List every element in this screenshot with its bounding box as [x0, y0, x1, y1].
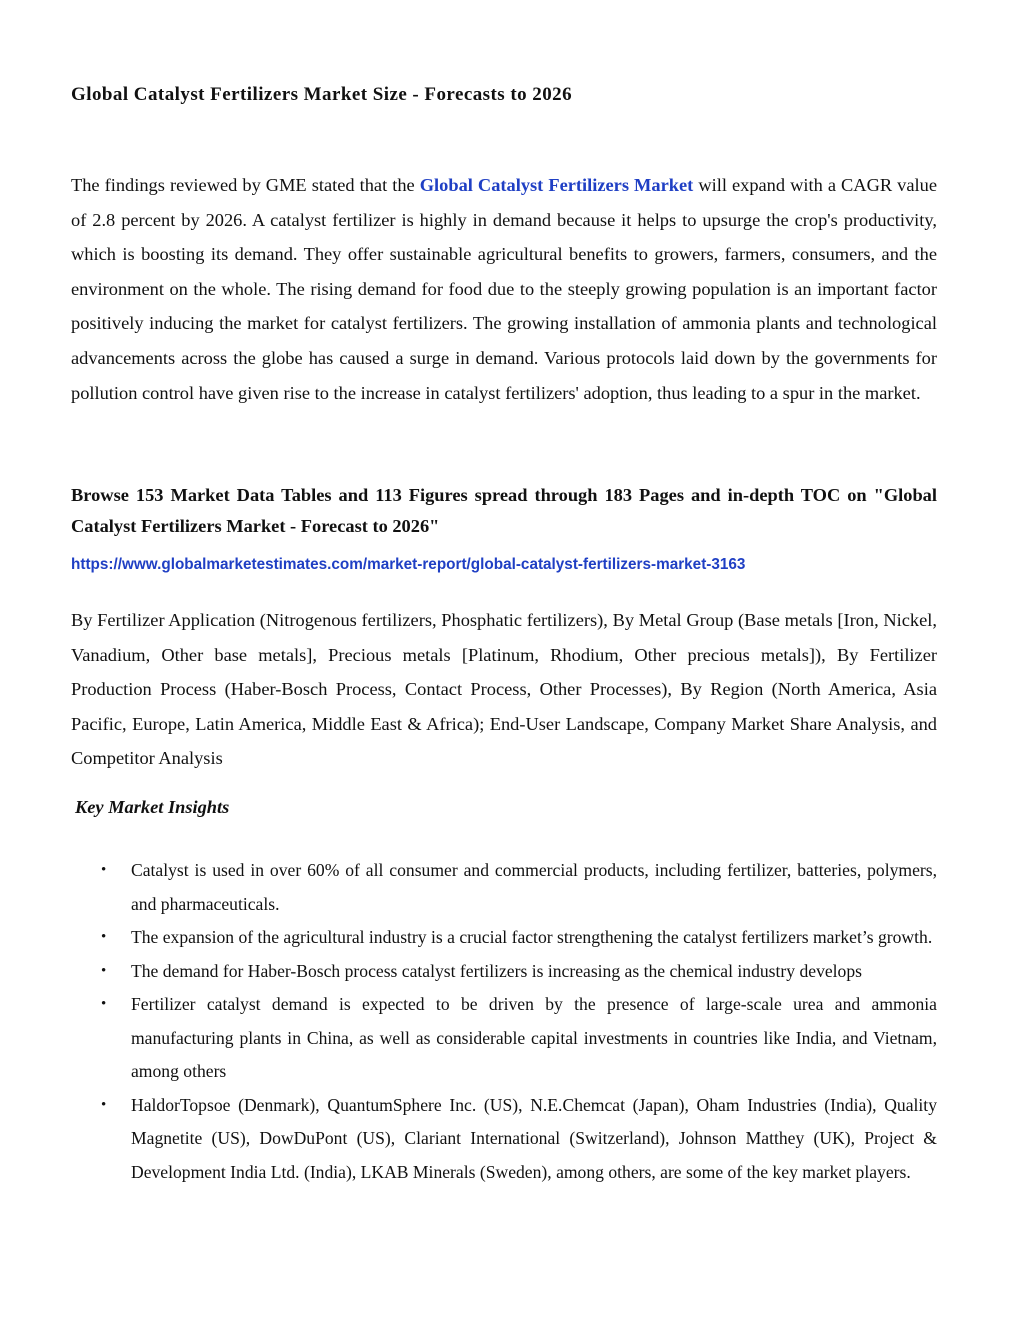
insight-text: Catalyst is used in over 60% of all consumer and commercial products, including fertilizer, batteries, polymers, and pharmaceuticals. — [131, 860, 937, 914]
bullet-icon: • — [101, 1096, 107, 1113]
insight-text: The expansion of the agricultural industry is a crucial factor strengthening the catalyst fertilizers market’s growth. — [131, 927, 933, 947]
browse-summary: Browse 153 Market Data Tables and 113 Figures spread through 183 Pages and in-depth TOC on "Global Catalyst Fertilizers Market - Forecast to 2026" — [71, 485, 937, 536]
list-item — [71, 955, 937, 989]
insight-text: HaldorTopsoe (Denmark), QuantumSphere Inc. (US), N.E.Chemcat (Japan), Oham Industries (India), Quality Magnetite (US), DowDuPont (US), Clariant International (Switzerland), Johnson Matthey (UK), Project & Development India Ltd. (India), LKAB Minerals (Sweden), among others, are some of the key market players. — [131, 1094, 937, 1182]
report-scope-paragraph: By Fertilizer Application (Nitrogenous fertilizers, Phosphatic fertilizers), By Metal Group (Base metals [Iron, Nickel, Vanadium, Other base metals], Precious metals [Platinum, Rhodium, Other precious metals]), By Fertilizer Production Process (Haber-Bosch Process, Contact Process, Other Processes), By Region (North America, Asia Pacific, Europe, Latin America, Middle East & Africa); End-User Landscape, Company Market Share Analysis, and Competitor Analysis — [71, 610, 937, 769]
key-market-insights-heading: Key Market Insights — [75, 797, 230, 817]
bullet-icon: • — [101, 929, 107, 945]
bullet-icon: • — [101, 996, 107, 1012]
intro-text-before-link: The findings reviewed by GME stated that the — [71, 175, 420, 195]
market-name-link[interactable]: Global Catalyst Fertilizers Market — [419, 175, 694, 195]
bullet-icon: • — [101, 862, 107, 878]
report-url-link[interactable]: https://www.globalmarketestimates.com/market-report/global-catalyst-fertilizers-market-3163 — [71, 556, 746, 573]
bullet-icon: • — [101, 962, 107, 979]
intro-paragraph — [71, 168, 937, 410]
insight-text: Fertilizer catalyst demand is expected to be driven by the presence of large-scale urea and ammonia manufacturing plants in China, as well as considerable capital investments in countries like India, and Vietnam, among others — [131, 994, 937, 1081]
list-item — [71, 921, 937, 955]
list-item — [71, 988, 937, 1089]
document-title: Global Catalyst Fertilizers Market Size - Forecasts to 2026 — [71, 84, 573, 105]
insight-text: The demand for Haber-Bosch process catalyst fertilizers is increasing as the chemical industry develops — [131, 960, 862, 981]
list-item — [71, 1089, 937, 1190]
insights-list — [71, 854, 937, 1189]
intro-text-after-link: will expand with a CAGR value of 2.8 percent by 2026. A catalyst fertilizer is highly in demand because it helps to upsurge the crop's productivity, which is boosting its demand. They offer sustainable agricultural benefits to growers, farmers, consumers, and the environment on the whole. The rising demand for food due to the steeply growing population is an important factor positively inducing the market for catalyst fertilizers. The growing installation of ammonia plants and technological advancements across the globe has caused a surge in demand. Various protocols laid down by the governments for pollution control have given rise to the increase in catalyst fertilizers' adoption, thus leading to a spur in the market. — [71, 175, 937, 403]
list-item — [71, 854, 937, 921]
